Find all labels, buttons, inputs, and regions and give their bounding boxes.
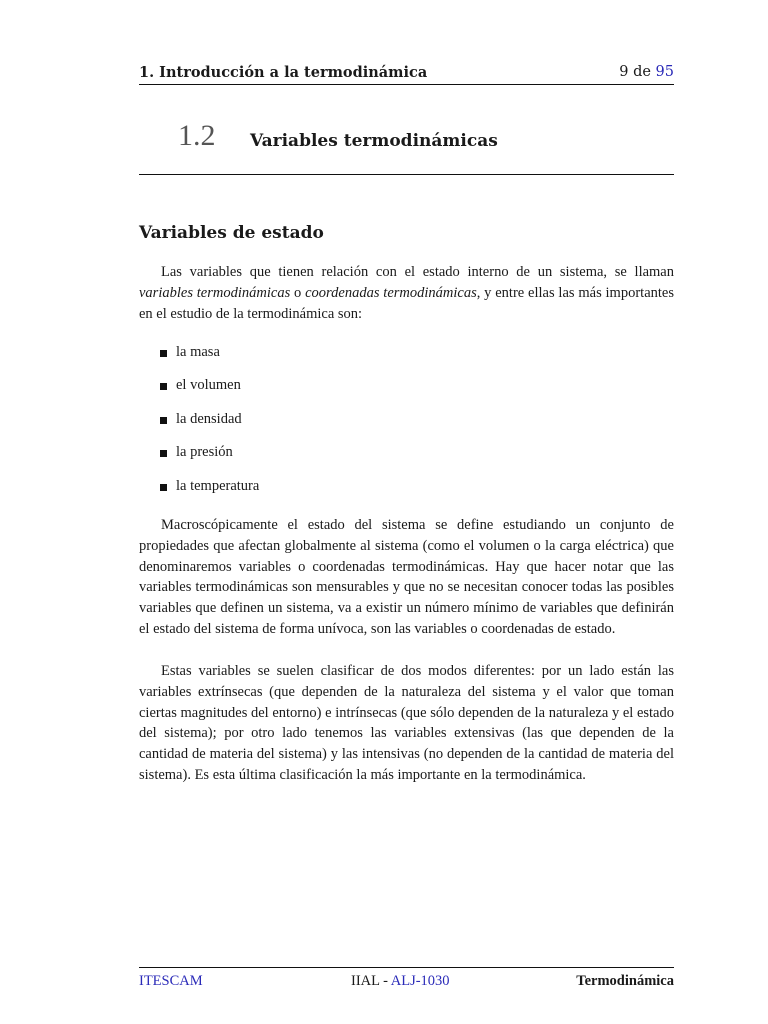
chapter-title: 1. Introducción a la termodinámica (139, 64, 428, 81)
page-separator: de (633, 64, 651, 80)
page-header (139, 62, 674, 85)
paragraph-classification (139, 661, 674, 786)
paragraph-intro (139, 262, 674, 324)
bullet-square-icon (160, 383, 167, 390)
list-item (160, 408, 259, 441)
term-variables-termodinamicas: variables termodinámicas (139, 284, 291, 301)
page-indicator (619, 64, 674, 80)
course-label (351, 973, 450, 990)
paragraph-macroscopic (139, 515, 674, 640)
page-footer (139, 967, 674, 994)
bullet-square-icon (160, 350, 167, 357)
subsection-title: Variables de estado (139, 223, 324, 243)
variables-list (160, 341, 259, 508)
total-pages-link[interactable]: 95 (655, 64, 674, 80)
list-item (160, 475, 259, 508)
list-item-label: el volumen (176, 377, 241, 394)
section-title: Variables termodinámicas (250, 131, 498, 151)
list-item-label: la densidad (176, 410, 242, 427)
course-prefix: IIAL - (351, 973, 391, 989)
paragraph-intro-text-b: o (290, 284, 306, 301)
list-item (160, 341, 259, 374)
list-item-label: la temperatura (176, 477, 260, 494)
list-item-label: la presión (176, 444, 233, 461)
term-coordenadas-termodinamicas: coordenadas termodinámicas (305, 284, 477, 301)
course-code-link[interactable]: ALJ-1030 (390, 973, 450, 989)
paragraph-intro-text-c: , y entre ellas las más importantes en el estudio de la termodinámica son: (139, 284, 674, 322)
bullet-square-icon (160, 417, 167, 424)
list-item (160, 441, 259, 474)
bullet-square-icon (160, 450, 167, 457)
list-item-label: la masa (176, 344, 220, 360)
paragraph-classification-text: Estas variables se suelen clasificar de dos modos diferentes: por un lado están las variables extrínsecas (que dependen de la naturaleza del sistema y el valor que toman ciertas magnitudes del entorno) e intrínsecas (que sólo dependen de la naturaleza y el estado del sistema); por otro lado tenemos las variables extensivas (las que dependen de la cantidad de materia del sistema) y las intensivas (no dependen de la cantidad de materia del sistema). Es esta última clasificación la más importante en la termodinámica. (139, 663, 674, 783)
current-page: 9 (619, 64, 629, 80)
section-divider (139, 174, 674, 175)
list-item (160, 374, 259, 407)
paragraph-intro-text-a: Las variables que tienen relación con el estado interno de un sistema, se llaman (161, 264, 674, 280)
institution-link[interactable]: ITESCAM (139, 973, 203, 989)
bullet-square-icon (160, 484, 167, 491)
section-number: 1.2 (178, 119, 216, 152)
paragraph-macroscopic-text: Macroscópicamente el estado del sistema se define estudiando un conjunto de propiedades que afectan globalmente al sistema (como el volumen o la carga eléctrica) que denominaremos variables o coordenadas termodinámicas. Hay que hacer notar que las variables termodinámicas son mensurables y que no se necesitan conocer todas las posibles variables que definen un sistema, va a existir un número mínimo de variables que definirán el estado del sistema de forma unívoca, son las variables o coordenadas de estado. (139, 517, 674, 637)
subject-title: Termodinámica (576, 973, 674, 989)
